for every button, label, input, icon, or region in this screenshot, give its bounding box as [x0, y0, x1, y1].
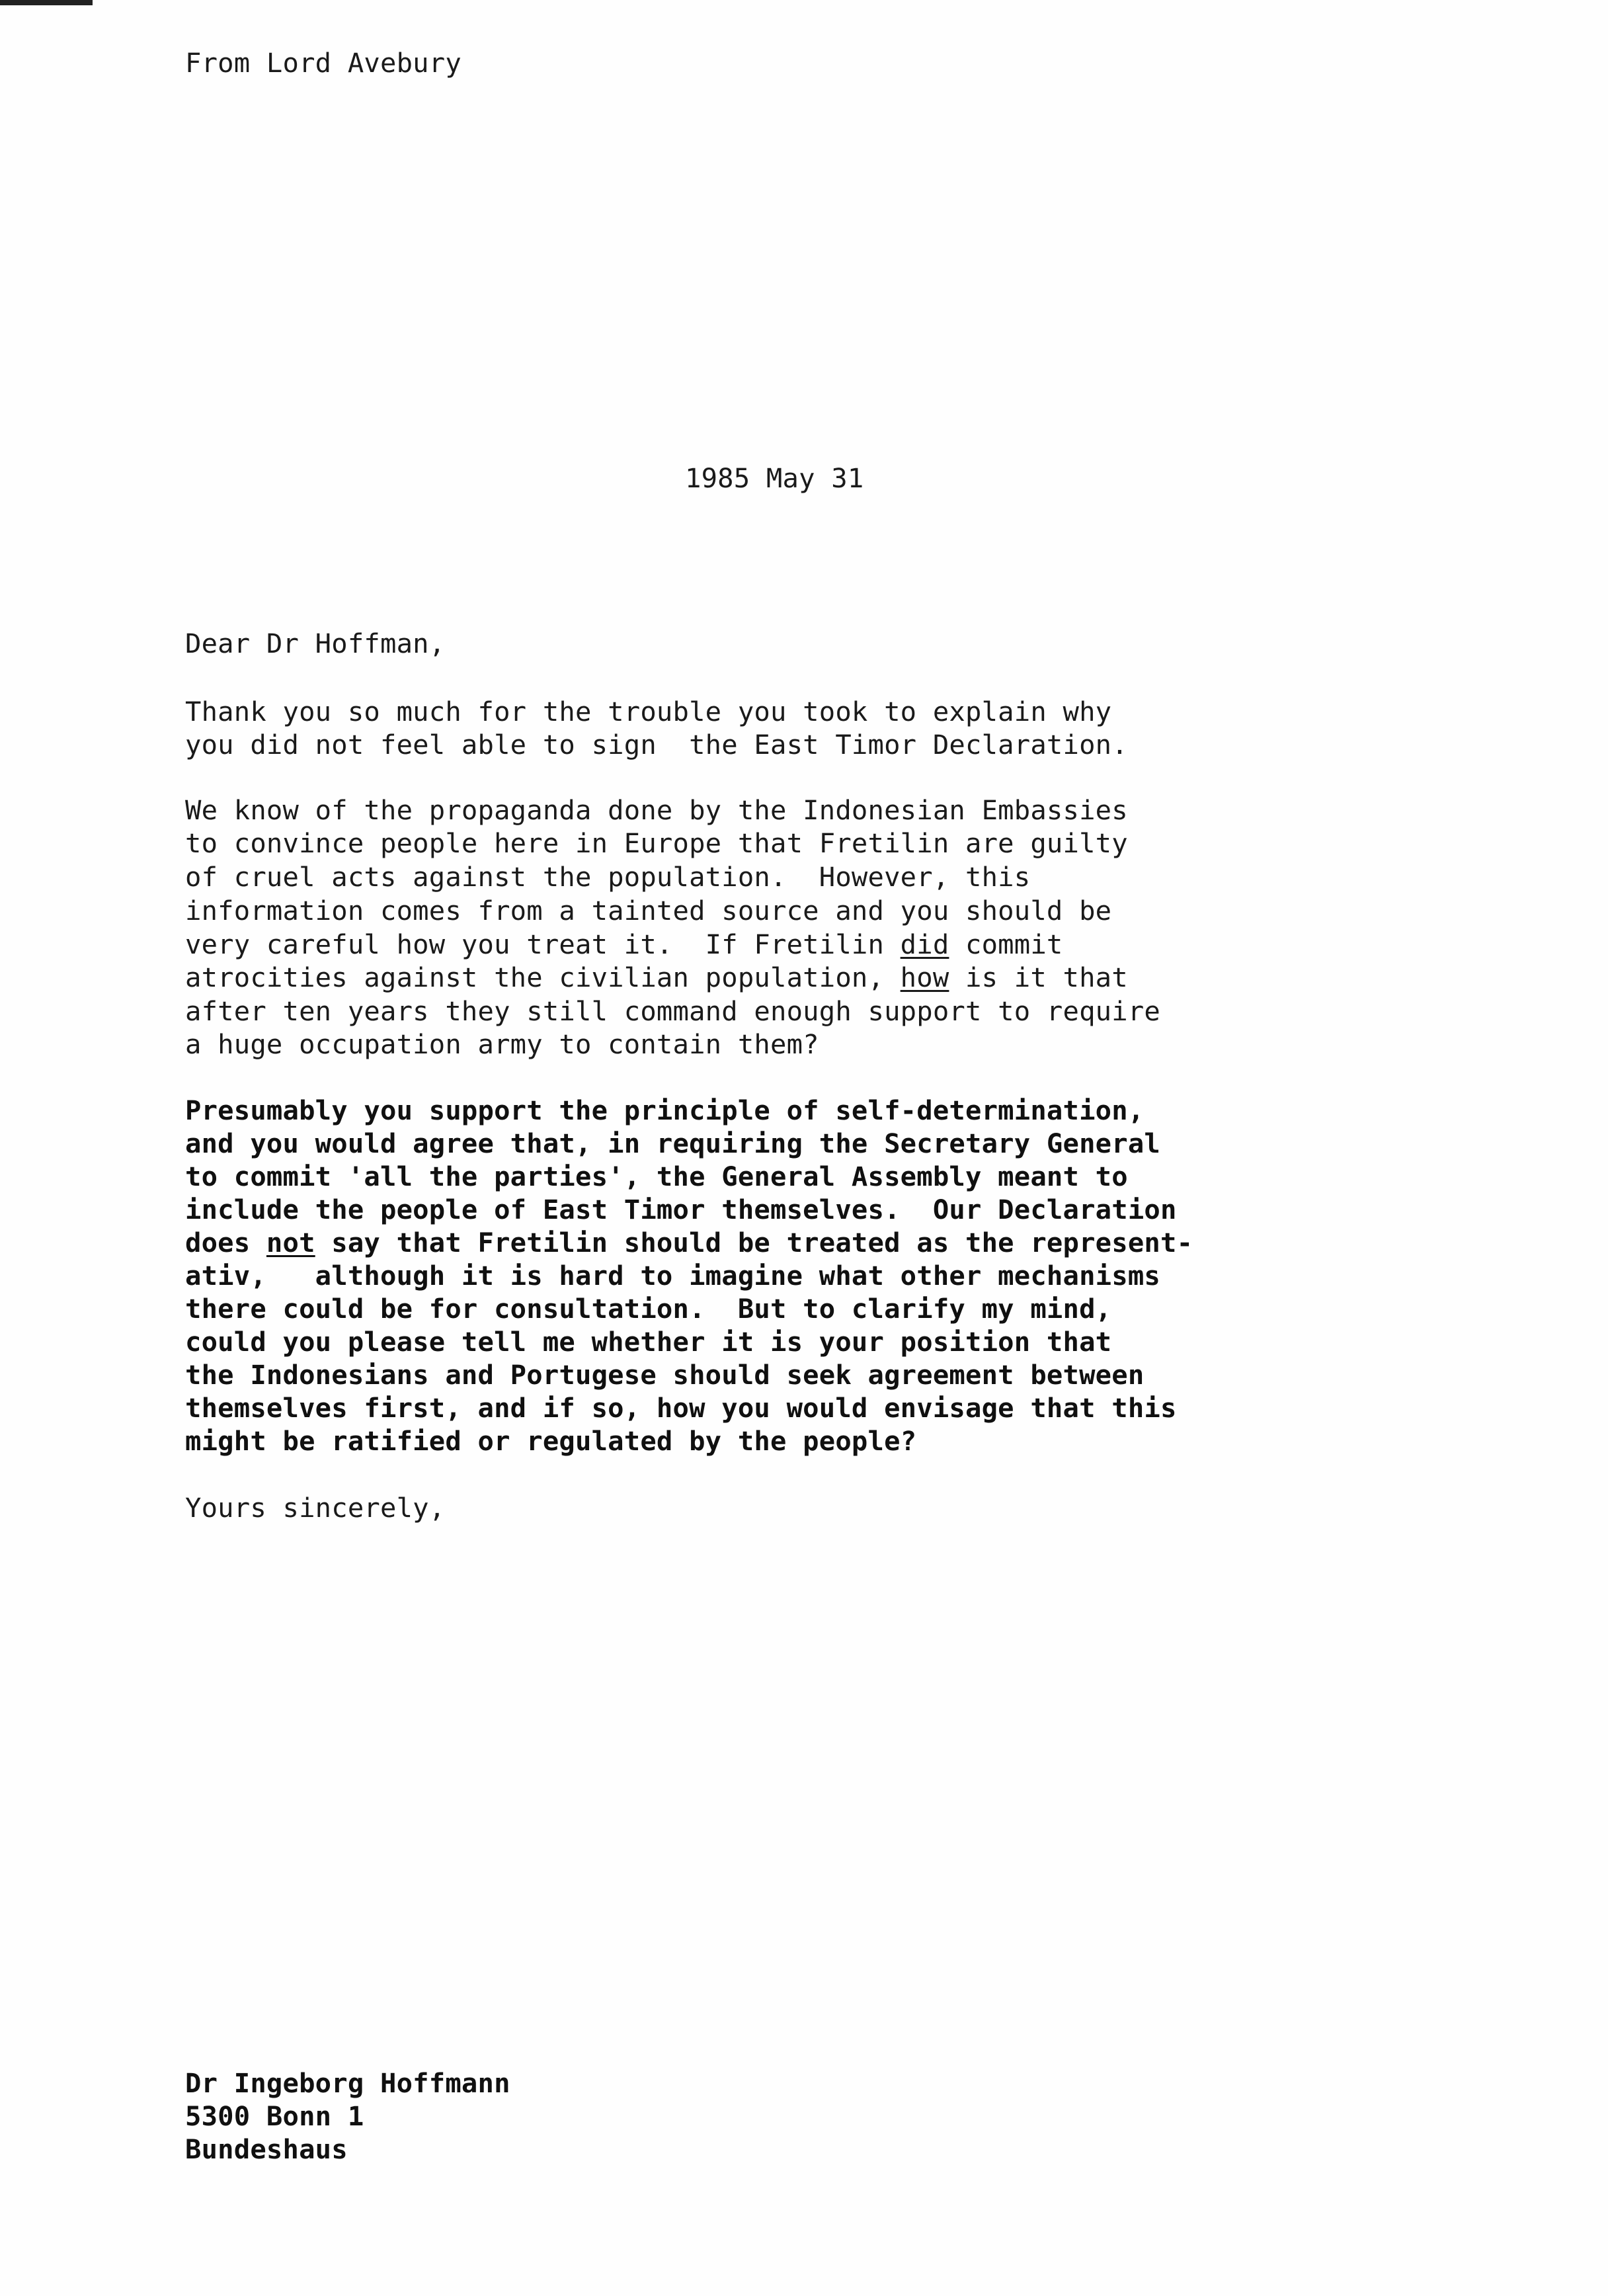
- para2-line1: We know of the propaganda done by the Indonesian Embassies: [185, 794, 1128, 826]
- para2-line5-post: commit: [949, 928, 1063, 960]
- address-line3: Bundeshaus: [185, 2133, 348, 2165]
- address-line2: 5300 Bonn 1: [185, 2100, 364, 2132]
- para3-line1: Presumably you support the principle of self-determination,: [185, 1094, 1145, 1126]
- para3-line8: could you please tell me whether it is your position that: [185, 1326, 1112, 1358]
- para3-line2: and you would agree that, in requiring the Secretary General: [185, 1128, 1160, 1159]
- para3-line7: there could be for consultation. But to clarify my mind,: [185, 1293, 1112, 1325]
- para2-line2: to convince people here in Europe that Fretilin are guilty: [185, 827, 1128, 859]
- para3-line4: include the people of East Timor themselves. Our Declaration: [185, 1194, 1177, 1225]
- para3-line9: the Indonesians and Portugese should seek agreement between: [185, 1359, 1145, 1391]
- para3-line5-post: say that Fretilin should be treated as the represent-: [315, 1227, 1193, 1258]
- salutation: Dear Dr Hoffman,: [185, 628, 446, 659]
- letter-date: 1985 May 31: [685, 462, 864, 494]
- para3-line10: themselves first, and if so, how you would envisage that this: [185, 1392, 1177, 1424]
- corner-mark: [0, 0, 93, 5]
- para1-line2: you did not feel able to sign the East Timor Declaration.: [185, 729, 1128, 760]
- para3-line5: [185, 1229, 1193, 1256]
- para2-line6: [185, 964, 1128, 991]
- para2-line3: of cruel acts against the population. However, this: [185, 861, 1031, 893]
- para2-line8: a huge occupation army to contain them?: [185, 1028, 819, 1060]
- emphasis-how: how: [900, 962, 949, 993]
- emphasis-not: not: [266, 1227, 315, 1258]
- para3-line3: to commit 'all the parties', the General Assembly meant to: [185, 1161, 1128, 1192]
- para3-line11: might be ratified or regulated by the people?: [185, 1425, 917, 1457]
- closing: Yours sincerely,: [185, 1492, 446, 1524]
- para1-line1: Thank you so much for the trouble you took to explain why: [185, 696, 1112, 727]
- emphasis-did: did: [900, 928, 949, 960]
- para3-line5-pre: does: [185, 1227, 266, 1258]
- para2-line5: [185, 928, 1063, 960]
- para2-line7: after ten years they still command enough support to require: [185, 995, 1160, 1027]
- para2-line6-post: is it that: [949, 962, 1128, 993]
- para3-line6: ativ, although it is hard to imagine what other mechanisms: [185, 1260, 1160, 1292]
- letter-header: From Lord Avebury: [185, 47, 462, 79]
- para2-line4: information comes from a tainted source and you should be: [185, 895, 1112, 926]
- para2-line5-pre: very careful how you treat it. If Fretilin: [185, 928, 901, 960]
- address-line1: Dr Ingeborg Hoffmann: [185, 2067, 510, 2099]
- para2-line6-pre: atrocities against the civilian population,: [185, 962, 901, 993]
